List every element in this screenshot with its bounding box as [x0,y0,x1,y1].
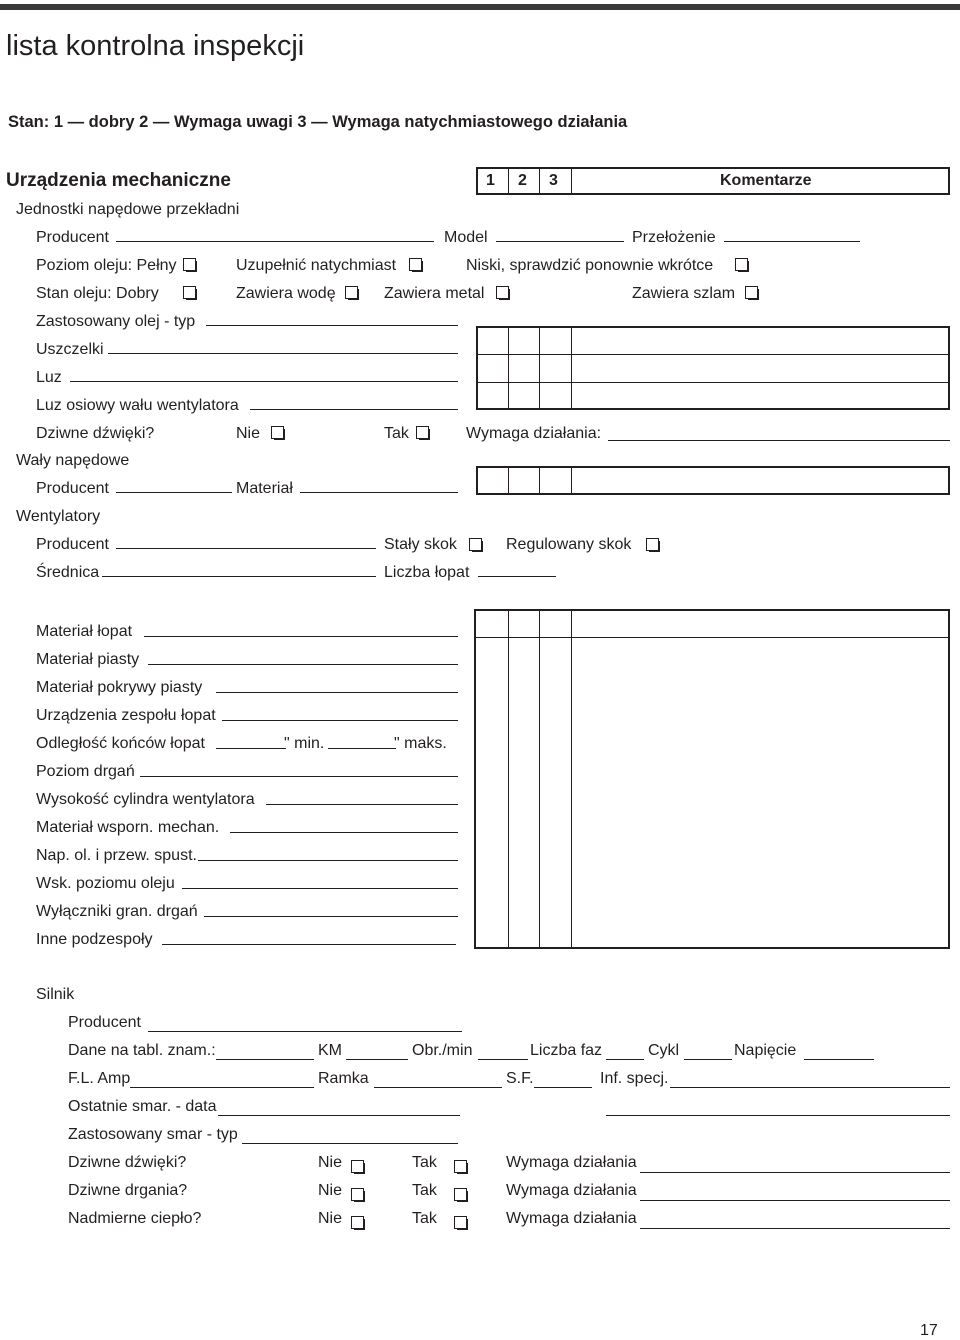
drive-shafts-heading: Wały napędowe [16,452,130,469]
motor-vibrations-action-field[interactable] [640,1200,950,1201]
contains-water-label: Zawiera wodę [236,285,336,302]
grid-line [539,167,540,195]
oil-type-label: Zastosowany olej - typ [36,313,196,330]
header-col-3: 3 [549,172,558,189]
blade-count-label: Liczba łopat [384,564,470,581]
hp-label: KM [318,1042,342,1059]
blade-assembly-label: Urządzenia zespołu łopat [36,707,216,724]
seals-label: Uszczelki [36,341,104,358]
phases-label: Liczba faz [530,1042,603,1059]
adjustable-pitch-label: Regulowany skok [506,536,632,553]
other-components-field[interactable] [162,944,456,945]
fl-amp-field[interactable] [130,1087,314,1088]
header-col-1: 1 [486,172,495,189]
motor-sounds-action-field[interactable] [640,1172,950,1173]
oil-level-label: Poziom oleju: Pełny [36,257,177,274]
contains-sludge-label: Zawiera szlam [632,285,736,302]
sounds-no-label: Nie [236,425,261,442]
motor-heat-action-field[interactable] [640,1228,950,1229]
motor-vibrations-action-label: Wymaga działania [506,1182,637,1199]
top-rule [0,4,960,10]
other-components-label: Inne podzespoły [36,931,153,948]
motor-heat-no-label: Nie [318,1210,343,1227]
tip-clearance-max-field[interactable] [328,748,396,749]
oil-indicator-field[interactable] [182,888,458,889]
grid-line [571,609,572,949]
vibration-level-field[interactable] [140,776,458,777]
motor-heat-yes-checkbox[interactable] [454,1216,468,1230]
page-number: 17 [920,1322,938,1339]
rating-header-table [476,167,950,195]
status-legend: Stan: 1 — dobry 2 — Wymaga uwagi 3 — Wymaga natychmiastowego działania [8,113,628,131]
oil-level-full-checkbox[interactable] [183,258,197,272]
motor-vibrations-label: Dziwne drgania? [68,1182,188,1199]
hub-cover-material-label: Materiał pokrywy piasty [36,679,203,696]
gearbox-rating-grid [476,326,950,410]
fixed-pitch-checkbox[interactable] [469,538,483,552]
oil-type-field[interactable] [206,325,458,326]
motor-sounds-action-label: Wymaga działania [506,1154,637,1171]
oil-drain-field[interactable] [198,860,458,861]
seals-field[interactable] [108,353,458,354]
grid-line [571,326,572,410]
sounds-yes-label: Tak [384,425,409,442]
vibration-switches-field[interactable] [204,916,458,917]
rpm-field[interactable] [478,1059,528,1060]
top-up-checkbox[interactable] [409,258,423,272]
motor-heading: Silnik [36,986,75,1003]
gearbox-producer-label: Producent [36,229,109,246]
frame-label: Ramka [318,1070,369,1087]
sf-label: S.F. [506,1070,534,1087]
vibration-switches-label: Wyłączniki gran. drgań [36,903,198,920]
blades-rating-grid [474,609,950,949]
blade-count-field[interactable] [478,576,556,577]
grease-type-label: Zastosowany smar - typ [68,1126,238,1143]
grid-line [476,382,950,383]
grid-line [508,609,509,949]
sounds-yes-checkbox[interactable] [416,426,430,440]
vibration-level-label: Poziom drgań [36,763,135,780]
grid-line [539,609,540,949]
nameplate-label: Dane na tabl. znam.: [68,1042,216,1059]
low-recheck-checkbox[interactable] [735,258,749,272]
play-label: Luz [36,369,62,386]
motor-vibrations-no-label: Nie [318,1182,343,1199]
contains-metal-label: Zawiera metal [384,285,485,302]
last-lube-field[interactable] [218,1115,460,1116]
last-lube-label: Ostatnie smar. - data [68,1098,217,1115]
motor-sounds-no-label: Nie [318,1154,343,1171]
motor-sounds-yes-label: Tak [412,1154,437,1171]
other-spec-field[interactable] [670,1087,950,1088]
motor-sounds-label: Dziwne dźwięki? [68,1154,187,1171]
shaft-material-field[interactable] [300,492,458,493]
sf-field[interactable] [534,1087,592,1088]
grid-line [539,466,540,495]
motor-vibrations-yes-checkbox[interactable] [454,1188,468,1202]
sounds-no-checkbox[interactable] [271,426,285,440]
shaft-rating-grid [476,466,950,495]
rpm-label: Obr./min [412,1042,473,1059]
tip-max-label: " maks. [394,735,447,752]
phases-field[interactable] [606,1059,644,1060]
gearbox-ratio-field[interactable] [724,241,860,242]
gearbox-ratio-label: Przełożenie [632,229,716,246]
hub-material-label: Materiał piasty [36,651,140,668]
gearbox-model-label: Model [444,229,488,246]
frame-field[interactable] [374,1087,502,1088]
fan-producer-label: Producent [36,536,109,553]
motor-heat-no-checkbox[interactable] [351,1216,365,1230]
motor-producer-label: Producent [68,1014,141,1031]
grid-line [571,466,572,495]
motor-vibrations-no-checkbox[interactable] [351,1188,365,1202]
page-title: lista kontrolna inspekcji [6,30,305,62]
motor-heat-yes-label: Tak [412,1210,437,1227]
fans-heading: Wentylatory [16,508,101,525]
play-field[interactable] [70,381,458,382]
motor-heat-label: Nadmierne ciepło? [68,1210,202,1227]
tip-clearance-label: Odległość końców łopat [36,735,205,752]
cylinder-height-field[interactable] [266,804,458,805]
voltage-label: Napięcie [734,1042,797,1059]
motor-sounds-no-checkbox[interactable] [351,1160,365,1174]
support-material-label: Materiał wsporn. mechan. [36,819,220,836]
header-comments: Komentarze [720,172,812,189]
contains-water-checkbox[interactable] [345,286,359,300]
oil-state-label: Stan oleju: Dobry [36,285,159,302]
oil-drain-label: Nap. ol. i przew. spust. [36,847,197,864]
grid-line [508,326,509,410]
strange-sounds-label: Dziwne dźwięki? [36,425,155,442]
mechanical-heading: Urządzenia mechaniczne [6,170,231,191]
top-up-label: Uzupełnić natychmiast [236,257,397,274]
motor-vibrations-yes-label: Tak [412,1182,437,1199]
axial-play-label: Luz osiowy wału wentylatora [36,397,239,414]
shaft-producer-label: Producent [36,480,109,497]
fixed-pitch-label: Stały skok [384,536,457,553]
low-recheck-label: Niski, sprawdzić ponownie wkrótce [466,257,714,274]
action-needed-field[interactable] [608,440,950,441]
grid-line [474,637,950,638]
voltage-field[interactable] [804,1059,874,1060]
tip-clearance-min-field[interactable] [216,748,286,749]
grid-line [539,326,540,410]
cylinder-height-label: Wysokość cylindra wentylatora [36,791,255,808]
motor-sounds-yes-checkbox[interactable] [454,1160,468,1174]
blade-assembly-field[interactable] [222,720,458,721]
motor-heat-action-label: Wymaga działania [506,1210,637,1227]
grid-line [476,354,950,355]
grid-line [508,167,509,195]
fan-producer-field[interactable] [116,548,376,549]
tip-min-label: " min. [284,735,325,752]
diameter-field[interactable] [102,576,376,577]
shaft-producer-field[interactable] [116,492,232,493]
gearbox-heading: Jednostki napędowe przekładni [16,201,240,218]
hub-material-field[interactable] [148,664,458,665]
hp-field[interactable] [346,1059,408,1060]
gearbox-model-field[interactable] [496,241,624,242]
cycle-field[interactable] [684,1059,732,1060]
cycle-label: Cykl [648,1042,680,1059]
action-needed-label: Wymaga działania: [466,425,602,442]
blade-material-label: Materiał łopat [36,623,133,640]
diameter-label: Średnica [36,564,100,581]
axial-play-field[interactable] [250,409,458,410]
other-spec-continued-field[interactable] [606,1115,950,1116]
gearbox-producer-field[interactable] [116,241,434,242]
motor-producer-field[interactable] [148,1031,462,1032]
contains-metal-checkbox[interactable] [496,286,510,300]
shaft-material-label: Materiał [236,480,293,497]
grid-line [571,167,572,195]
oil-indicator-label: Wsk. poziomu oleju [36,875,175,892]
fl-amp-label: F.L. Amp [68,1070,131,1087]
blade-material-field[interactable] [144,636,458,637]
support-material-field[interactable] [230,832,458,833]
contains-sludge-checkbox[interactable] [745,286,759,300]
oil-good-checkbox[interactable] [183,286,197,300]
adjustable-pitch-checkbox[interactable] [646,538,660,552]
header-col-2: 2 [518,172,527,189]
grease-type-field[interactable] [242,1143,458,1144]
nameplate-field[interactable] [216,1059,314,1060]
other-spec-label: Inf. specj. [600,1070,669,1087]
hub-cover-material-field[interactable] [216,692,458,693]
grid-line [508,466,509,495]
